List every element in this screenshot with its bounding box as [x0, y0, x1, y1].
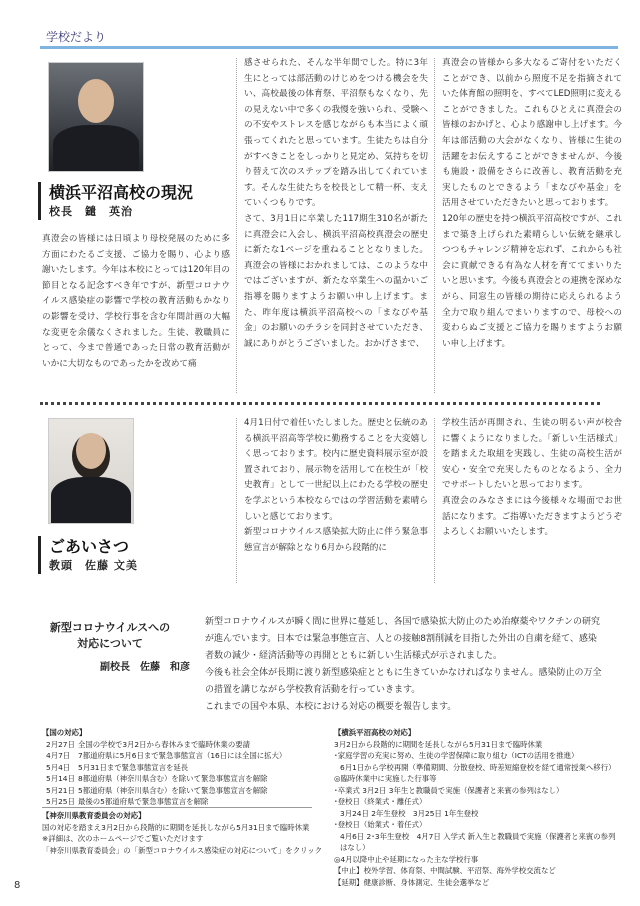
list-item: ･登校日（終業式・離任式） [334, 797, 427, 806]
list-item: 5月4日 5月31日まで緊急事態宣言を延長 [46, 762, 189, 772]
covid-body: 新型コロナウイルスが瞬く間に世界に蔓延し、各国で感染拡大防止のため治療薬やワクチンの研究が進んでいます。日本では緊急事態宣言、人との接触8割削減を目指した外出の自粛を経て、感染者数の減少・経済活動等の再開とともに新しい生活様式が示されました。 今後も社会全体が長期に渡り新型感染症とともに生きていかなければなりません。感染防止の万全の措置を講じながら学校教育活動を行っていきます。 これまでの国や本県、本校における対応の概要を報告します。 [205, 617, 602, 712]
list-item: ･卒業式 3月2日 3年生と教職員で実施（保護者と来賓の参列はなし） [334, 785, 564, 795]
covid-title: 新型コロナウイルスへの 対応について [49, 621, 171, 650]
list-item: ◎4月以降中止や延期になった主な学校行事 [334, 854, 479, 864]
page-header [30, 26, 618, 46]
list-item: 【中止】校外学習、体育祭、中間試験、平沼祭、海外学校交流など [334, 866, 556, 875]
list-item: 5月21日 5都道府県（神奈川県含む）を除いて緊急事態宣言を解除 [46, 785, 268, 795]
principal-photo [48, 62, 144, 172]
list-item: 4月7日 7都道府県に5月6日まで緊急事態宣言（16日には全国に拡大） [46, 751, 287, 760]
list-item: 3月2日から段階的に期間を延長しながら5月31日まで臨時休業 [334, 739, 543, 749]
principal-title: 横浜平沼高校の現況 [49, 183, 194, 202]
list-item: 【延期】健康診断、身体測定、生徒会選挙など [334, 877, 490, 887]
prefecture-heading: 【神奈川県教育委員会の対応】 [42, 811, 146, 820]
vice-text-col1: 4月1日付で着任いたしました。歴史と伝統のある横浜平沼高等学校に勤務することを大変嬉しく思っております。校内に歴史資料展示室が設置されており、展示物を活用して在校生が「校史教育」として一世紀以上にわたる学校の歴史を学ぶという本校ならではの学習活動を素晴らしいと感じております。 新型コロナウイルス感染拡大防止に伴う緊急事態宣言が解除となり6月から段階的に [244, 418, 428, 553]
list-item: 3月24日 2年生登校 3月25日 1年生登校 [340, 808, 479, 818]
list-item: ･家庭学習の充実に努め、生徒の学習保障に取り組む（ICTの活用を推進） [334, 751, 579, 760]
school-heading: 【横浜平沼高校の対応】 [334, 728, 416, 737]
vice-text-col2: 学校生活が再開され、生徒の明るい声が校舎に響くようになりました。「新しい生活様式」を踏まえた取組を実践し、生徒の高校生活が安心・安全で充実したものとなるよう、全力でサポートしたいと思っております。 真澄会のみなさまには今後様々な場面でお世話になります。ご指導いただきますようどうぞよろしくお願いいたします。 [442, 418, 622, 538]
list-item: 6月1日から学校再開（準備期間、分散登校、時差短縮登校を経て通常授業へ移行） [340, 762, 616, 772]
list-item: ◎臨時休業中に実施した行事等 [334, 774, 437, 783]
list-item: 5月25日 最後の5都道府県で緊急事態宣言を解除 [46, 797, 209, 806]
principal-text-col2: 感させられた、そんな半年間でした。特に3年生にとっては部活動のけじめをつける機会を失い、高校最後の体育祭、平沼祭もなくなり、先の見えない中で多くの我慢を強いられ、受験への不安やストレスを感じながらも本当によく頑張ってくれたと思っています。生徒たちは自分がすべきことをしっかりと見定め、気持ちを切り替えて次のステップを踏み出してくれています。そんな生徒たちを校長として精一杯、支えていくつもりです。 さて、3月1日に卒業した117期生310名が新たに真澄会に入会し、横浜平沼高校真澄会の歴史に新たな1ページを重ねることとなりました。真澄会の皆様におかれましては、このような中ではございますが、新たな卒業生への温かいご指導を賜りますようお願い申し上げます。また、昨年度は横浜平沼高校への「まなびや基金」のお願いのチラシを同封させていただき、誠にありがとうございました。おかげさまで、 [244, 58, 428, 349]
principal-text-col1: 真澄会の皆様には日頃より母校発展のために多方面にわたるご支援、ご協力を賜り、心より感謝いたします。今年は本校にとっては120年目の節目となる記念すべき年ですが、新型コロナウイルス感染症の影響で学校の教育活動もかなりの影響を受け、学校行事を含む年間計画の大幅な変更を余儀なくされました。生徒、教職員にとって、今まで普通であった日常の教育活動がいかに大切なものであったかを改めて痛 [42, 234, 230, 369]
national-response [42, 727, 322, 808]
vice-title: ごあいさつ [49, 537, 130, 556]
list-item: 4月6日 2･3年生登校 4月7日 入学式 新入生と教職員で実施（保護者と来賓の参列はなし） [340, 831, 616, 852]
page-number: 8 [14, 880, 21, 891]
prefecture-response [42, 810, 322, 856]
principal-name: 校長 鑓 英治 [49, 205, 133, 218]
vice-title-block [38, 536, 239, 574]
list-item: ･登校日（始業式・着任式） [334, 820, 427, 829]
section-divider [40, 402, 600, 405]
covid-author: 副校長 佐藤 和彦 [100, 662, 190, 673]
list-item: ※詳細は、次のホームページでご覧いただけます [42, 834, 204, 843]
page-section-title: 学校だより [46, 30, 107, 44]
list-item: 2月27日 全国の学校で3月2日から春休みまで臨時休業の要請 [46, 739, 251, 749]
principal-title-block [38, 182, 239, 220]
list-item: 国の対応を踏まえ3月2日から段階的に期間を延長しながら5月31日まで臨時休業 [42, 822, 310, 832]
header-rule [40, 46, 618, 49]
list-item: 「神奈川県教育委員会」の「新型コロナウイルス感染症の対応について」をクリック [42, 845, 322, 855]
national-heading: 【国の対応】 [42, 728, 87, 737]
vice-name: 教頭 佐藤 文美 [49, 559, 138, 572]
list-item: 5月14日 8都道府県（神奈川県含む）を除いて緊急事態宣言を解除 [46, 774, 268, 783]
vice-principal-photo [48, 418, 134, 524]
principal-text-col3: 真澄会の皆様から多大なるご寄付をいただくことができ、以前から照度不足を指摘されていた体育館の照明を、すべてLED照明に変えることができました。これもひとえに真澄会の皆様のおかげと、心より感謝申し上げます。今年は部活動の大会がなくなり、皆様に生徒の活躍をお伝えすることができませんが、今後も施設・設備をさらに改善し、教育活動を充実したものとできるよう「まなびや基金」を活用させていただきたいと思っております。 120年の歴史を持つ横浜平沼高校ですが、これまで築き上げられた素晴らしい伝統を継承しつつもチャレンジ精神を忘れず、これからも社会に貢献できる有為な人材を育ててまいりたいと思います。今後も真澄会との連携を深めながら、同窓生の皆様の期待に応えられるよう全力で取り組んでまいりますので、母校への変わらぬご支援とご協力を賜りますようお願い申し上げます。 [442, 58, 622, 349]
school-response [334, 727, 618, 888]
